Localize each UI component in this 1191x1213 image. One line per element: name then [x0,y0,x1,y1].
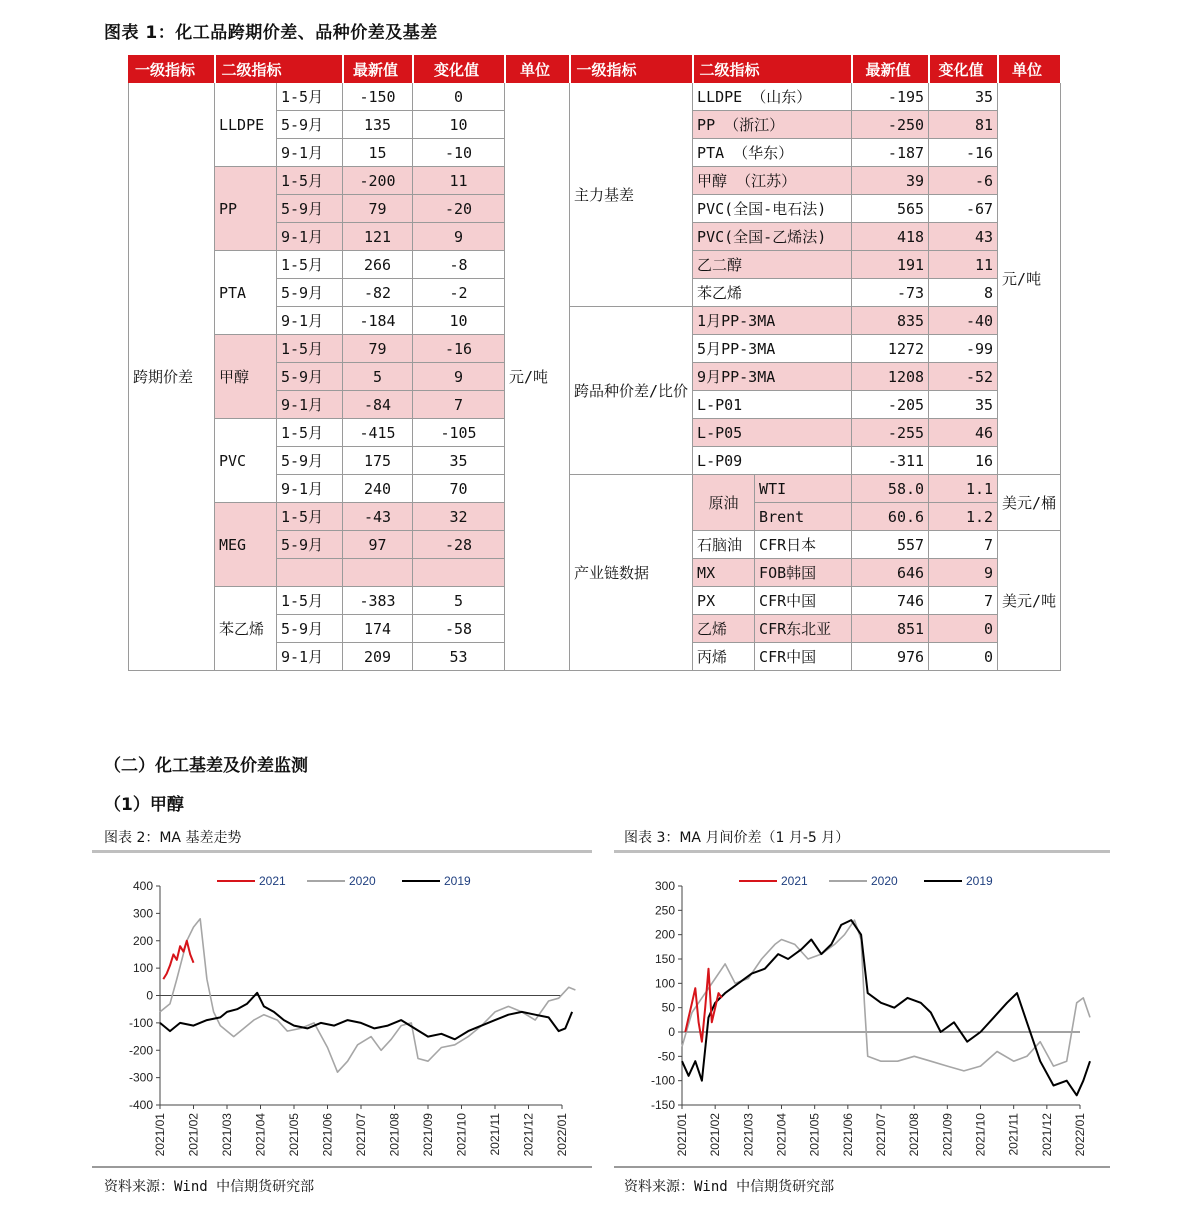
y-tick-label: 300 [654,879,675,893]
y-tick-label: -200 [128,1043,153,1058]
x-tick-label: 2022/01 [555,1113,569,1157]
chain-product: PX [693,587,755,615]
latest-value: 646 [852,559,929,587]
group-name: LLDPE [215,83,277,167]
x-tick-label: 2021/11 [1006,1113,1021,1156]
spread-period: 1-5月 [277,83,343,111]
spread-period [277,559,343,587]
basis-item: 苯乙烯 [693,279,852,307]
change-value: -52 [929,363,998,391]
chain-product: MX [693,559,755,587]
spread-period: 1-5月 [277,503,343,531]
series-line-2019 [682,920,1090,1095]
spread-period: 5-9月 [277,111,343,139]
latest-value: 418 [852,223,929,251]
change-value: 8 [929,279,998,307]
y-tick-label: 300 [132,906,153,921]
basis-item: PTA （华东） [693,139,852,167]
spread-period: 5-9月 [277,447,343,475]
latest-value: 835 [852,307,929,335]
level1-basis: 主力基差 [570,83,693,307]
basis-item: LLDPE （山东） [693,83,852,111]
series-line-2019 [160,993,572,1040]
basis-item: 乙二醇 [693,251,852,279]
change-value: -10 [413,139,505,167]
x-tick-label: 2022/01 [1073,1113,1087,1157]
change-value: -40 [929,307,998,335]
x-tick-label: 2021/08 [387,1113,402,1157]
x-tick-label: 2021/04 [253,1113,268,1157]
change-value: 32 [413,503,505,531]
latest-value: 121 [343,223,413,251]
header-level2: 二级指标 [215,56,343,83]
latest-value: -73 [852,279,929,307]
x-tick-label: 2021/08 [907,1113,922,1157]
change-value: 9 [413,363,505,391]
latest-value: 191 [852,251,929,279]
change-value: -16 [929,139,998,167]
y-tick-label: 250 [654,903,675,918]
latest-value: 746 [852,587,929,615]
chain-market: CFR中国 [755,643,852,671]
y-tick-label: 200 [132,933,153,948]
spread-period: 5-9月 [277,279,343,307]
cross-item: L-P05 [693,419,852,447]
legend-label-2020: 2020 [349,874,376,888]
latest-value: -383 [343,587,413,615]
latest-value: 58.0 [852,475,929,503]
change-value: 5 [413,587,505,615]
change-value: 16 [929,447,998,475]
latest-value: -205 [852,391,929,419]
latest-value [343,559,413,587]
latest-value: 15 [343,139,413,167]
y-tick-label: -100 [650,1073,675,1088]
x-tick-label: 2021/05 [807,1113,822,1157]
chart3-top-rule [614,850,1110,853]
change-value: 0 [413,83,505,111]
spread-period: 1-5月 [277,335,343,363]
spread-period: 1-5月 [277,587,343,615]
group-name: MEG [215,503,277,587]
spread-period: 5-9月 [277,363,343,391]
change-value: 7 [413,391,505,419]
spread-period: 1-5月 [277,251,343,279]
spread-period: 1-5月 [277,167,343,195]
latest-value: 565 [852,195,929,223]
x-tick-label: 2021/02 [708,1113,723,1157]
y-tick-label: 100 [132,961,153,976]
header-unit: 单位 [998,56,1061,83]
latest-value: -195 [852,83,929,111]
change-value: 11 [929,251,998,279]
y-tick-label: -50 [657,1049,675,1064]
group-name: PTA [215,251,277,335]
crude-oil-label: 原油 [693,475,755,531]
section-title: （二）化工基差及价差监测 [104,756,308,776]
y-tick-label: 150 [654,952,675,966]
y-tick-label: -300 [128,1070,153,1085]
change-value: 35 [413,447,505,475]
figure1-title: 图表 1：化工品跨期价差、品种价差及基差 [104,23,438,43]
latest-value: 5 [343,363,413,391]
latest-value: 851 [852,615,929,643]
header-level1: 一级指标 [570,56,693,83]
change-value: -16 [413,335,505,363]
ma-month-spread-chart [614,856,1110,1166]
basis-item: PVC(全国-电石法) [693,195,852,223]
change-value: 46 [929,419,998,447]
basis-item: PVC(全国-乙烯法) [693,223,852,251]
chain-product: 乙烯 [693,615,755,643]
source-note-right: 资料来源：Wind 中信期货研究部 [624,1179,835,1195]
y-tick-label: 200 [654,927,675,942]
change-value: 35 [929,83,998,111]
spread-period: 5-9月 [277,531,343,559]
header-change: 变化值 [929,56,998,83]
change-value: -28 [413,531,505,559]
chain-product: 石脑油 [693,531,755,559]
latest-value: -84 [343,391,413,419]
spread-period: 9-1月 [277,475,343,503]
x-tick-label: 2021/06 [840,1113,855,1157]
x-tick-label: 2021/12 [1039,1113,1054,1157]
change-value: 70 [413,475,505,503]
latest-value: 266 [343,251,413,279]
change-value: -105 [413,419,505,447]
chart2-bottom-rule [92,1166,592,1168]
table-row [129,83,1061,111]
legend-label-2019: 2019 [444,874,471,888]
y-tick-label: 100 [654,976,675,991]
cross-item: 1月PP-3MA [693,307,852,335]
chain-market: CFR东北亚 [755,615,852,643]
change-value: -2 [413,279,505,307]
chart3-bottom-rule [614,1166,1110,1168]
spread-period: 9-1月 [277,643,343,671]
change-value: 10 [413,307,505,335]
header-unit: 单位 [505,56,570,83]
latest-value: 557 [852,531,929,559]
change-value: -58 [413,615,505,643]
chain-market: CFR中国 [755,587,852,615]
latest-value: 174 [343,615,413,643]
change-value: -67 [929,195,998,223]
chart3-caption: 图表 3：MA 月间价差（1 月-5 月） [624,830,850,846]
spread-period: 5-9月 [277,195,343,223]
group-name: PP [215,167,277,251]
legend-label-2020: 2020 [871,874,898,888]
x-tick-label: 2021/07 [354,1113,368,1157]
spread-period: 9-1月 [277,307,343,335]
x-tick-label: 2021/05 [287,1113,301,1157]
y-tick-label: -150 [650,1098,675,1112]
x-tick-label: 2021/01 [153,1113,167,1157]
level1-chain: 产业链数据 [570,475,693,671]
x-tick-label: 2021/02 [186,1113,201,1157]
group-name: 苯乙烯 [215,587,277,671]
change-value: 1.2 [929,503,998,531]
change-value: 53 [413,643,505,671]
latest-value: -184 [343,307,413,335]
x-tick-label: 2021/04 [774,1113,789,1157]
x-tick-label: 2021/03 [741,1113,756,1157]
chemical-spread-table [128,55,1062,671]
cross-item: 5月PP-3MA [693,335,852,363]
change-value: 9 [929,559,998,587]
change-value: -20 [413,195,505,223]
level1-intertemporal: 跨期价差 [129,83,215,671]
spread-period: 9-1月 [277,139,343,167]
change-value: 1.1 [929,475,998,503]
x-tick-label: 2021/07 [874,1113,888,1157]
change-value: 0 [929,643,998,671]
y-tick-label: 0 [146,988,153,1003]
y-tick-label: -100 [128,1015,153,1030]
level1-cross-variety: 跨品种价差/比价 [570,307,693,475]
latest-value: 79 [343,195,413,223]
header-level2: 二级指标 [693,56,852,83]
basis-item: PP （浙江） [693,111,852,139]
y-tick-label: -400 [128,1098,153,1112]
change-value: 7 [929,531,998,559]
y-tick-label: 400 [132,879,153,893]
latest-value: 209 [343,643,413,671]
x-tick-label: 2021/06 [320,1113,335,1157]
y-tick-label: 0 [668,1025,675,1039]
latest-value: -250 [852,111,929,139]
unit-cell: 美元/桶 [998,475,1061,531]
latest-value: 39 [852,167,929,195]
latest-value: -415 [343,419,413,447]
change-value: 81 [929,111,998,139]
chain-market: CFR日本 [755,531,852,559]
cross-item: 9月PP-3MA [693,363,852,391]
header-latest: 最新值 [852,56,929,83]
table-header-row [129,56,1061,83]
spread-period: 5-9月 [277,615,343,643]
change-value: 10 [413,111,505,139]
x-tick-label: 2021/12 [521,1113,536,1157]
x-tick-label: 2021/01 [675,1113,689,1157]
change-value: -99 [929,335,998,363]
group-name: PVC [215,419,277,503]
crude-benchmark: WTI [755,475,852,503]
header-level1: 一级指标 [129,56,215,83]
header-latest: 最新值 [343,56,413,83]
ma-basis-chart [92,856,592,1166]
chain-market: FOB韩国 [755,559,852,587]
latest-value: -82 [343,279,413,307]
latest-value: -255 [852,419,929,447]
change-value: -8 [413,251,505,279]
chart2-top-rule [92,850,592,853]
spread-period: 1-5月 [277,419,343,447]
unit-cell: 元/吨 [998,83,1061,475]
change-value: 35 [929,391,998,419]
x-tick-label: 2021/10 [454,1113,469,1157]
basis-item: 甲醇 （江苏） [693,167,852,195]
latest-value: 97 [343,531,413,559]
crude-benchmark: Brent [755,503,852,531]
latest-value: -200 [343,167,413,195]
latest-value: -187 [852,139,929,167]
latest-value: -311 [852,447,929,475]
x-tick-label: 2021/09 [940,1113,955,1157]
subsection-title: （1）甲醇 [104,795,184,815]
legend-label-2021: 2021 [259,874,286,888]
y-tick-label: 50 [661,1000,675,1015]
unit-cell: 元/吨 [505,83,570,671]
chain-product: 丙烯 [693,643,755,671]
change-value [413,559,505,587]
x-tick-label: 2021/03 [220,1113,234,1157]
x-tick-label: 2021/11 [488,1113,502,1156]
change-value: 7 [929,587,998,615]
spread-period: 9-1月 [277,391,343,419]
series-line-2021 [685,969,722,1042]
legend-label-2019: 2019 [966,874,993,888]
cross-item: L-P09 [693,447,852,475]
x-tick-label: 2021/09 [421,1113,435,1157]
change-value: -6 [929,167,998,195]
unit-cell: 美元/吨 [998,531,1061,671]
latest-value: 976 [852,643,929,671]
latest-value: 175 [343,447,413,475]
latest-value: -43 [343,503,413,531]
cross-item: L-P01 [693,391,852,419]
spread-period: 9-1月 [277,223,343,251]
series-line-2020 [682,920,1090,1071]
x-tick-label: 2021/10 [973,1113,988,1157]
change-value: 0 [929,615,998,643]
latest-value: 79 [343,335,413,363]
latest-value: 240 [343,475,413,503]
change-value: 9 [413,223,505,251]
latest-value: 1208 [852,363,929,391]
chart2-caption: 图表 2：MA 基差走势 [104,830,242,846]
latest-value: 1272 [852,335,929,363]
latest-value: -150 [343,83,413,111]
latest-value: 135 [343,111,413,139]
latest-value: 60.6 [852,503,929,531]
group-name: 甲醇 [215,335,277,419]
legend-label-2021: 2021 [781,874,808,888]
change-value: 43 [929,223,998,251]
header-change: 变化值 [413,56,505,83]
source-note-left: 资料来源：Wind 中信期货研究部 [104,1179,315,1195]
change-value: 11 [413,167,505,195]
